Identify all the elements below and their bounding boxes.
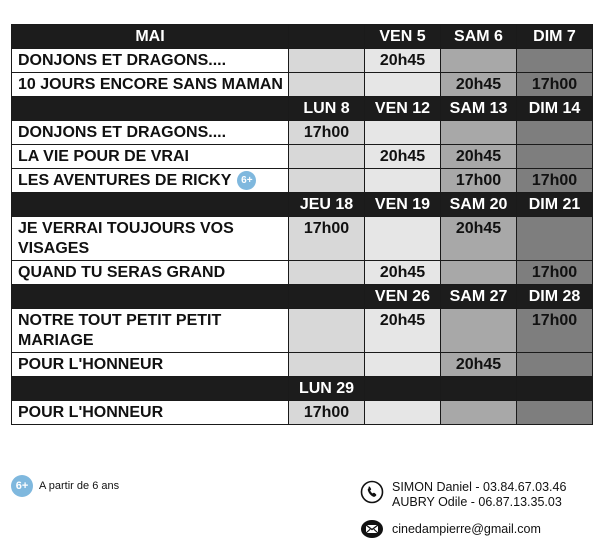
showtime: 20h45 [441,145,517,169]
week-header-row [12,193,593,217]
day-header: SAM 6 [441,25,517,49]
film-title: JE VERRAI TOUJOURS VOS VISAGES [12,217,289,261]
film-row [12,353,593,377]
film-title: POUR L'HONNEUR [12,353,289,377]
film-row [12,49,593,73]
showtime [365,169,441,193]
month-label [12,97,289,121]
month-label: MAI [12,25,289,49]
day-header [517,377,593,401]
showtime [517,145,593,169]
film-title: DONJONS ET DRAGONS.... [12,49,289,73]
showtime [289,261,365,285]
showtime [289,145,365,169]
week-header-row [12,25,593,49]
day-header: SAM 20 [441,193,517,217]
day-header: LUN 8 [289,97,365,121]
phone-contacts [360,480,566,510]
email-address: cinedampierre@gmail.com [392,521,541,536]
showtime: 17h00 [517,309,593,353]
day-header [441,377,517,401]
film-row [12,169,593,193]
film-title: 10 JOURS ENCORE SANS MAMAN [12,73,289,97]
age-rating-badge: 6+ [237,171,256,190]
showtime: 20h45 [441,73,517,97]
day-header: DIM 14 [517,97,593,121]
schedule-table [11,24,593,425]
showtime [289,73,365,97]
showtime: 17h00 [517,169,593,193]
showtime [517,49,593,73]
showtime [365,121,441,145]
month-label [12,285,289,309]
showtime [289,309,365,353]
week-header-row [12,285,593,309]
envelope-icon [360,517,384,541]
showtime: 17h00 [517,261,593,285]
legend-text: A partir de 6 ans [39,480,120,492]
age-rating-badge: 6+ [11,475,33,497]
day-header [289,285,365,309]
day-header [365,377,441,401]
showtime [441,309,517,353]
showtime: 17h00 [289,401,365,425]
showtime: 20h45 [365,145,441,169]
film-title: LA VIE POUR DE VRAI [12,145,289,169]
age-legend [11,475,119,497]
phone-lines [392,480,566,510]
film-row [12,73,593,97]
film-row [12,401,593,425]
showtime [365,217,441,261]
phone-line: AUBRY Odile - 06.87.13.35.03 [392,495,562,509]
showtime: 20h45 [441,217,517,261]
showtime: 17h00 [517,73,593,97]
showtime [365,73,441,97]
showtime [441,121,517,145]
phone-icon [360,480,384,504]
film-title: LES AVENTURES DE RICKY [18,172,232,189]
showtime [517,353,593,377]
day-header: DIM 7 [517,25,593,49]
week-header-row [12,97,593,121]
showtime: 17h00 [441,169,517,193]
email-contact [360,517,566,541]
showtime [289,49,365,73]
month-label [12,193,289,217]
film-row [12,121,593,145]
showtime: 20h45 [365,49,441,73]
phone-line: SIMON Daniel - 03.84.67.03.46 [392,480,567,494]
film-row [12,145,593,169]
film-title: DONJONS ET DRAGONS.... [12,121,289,145]
day-header: DIM 28 [517,285,593,309]
showtime: 20h45 [365,261,441,285]
contact-block [360,480,566,541]
showtime: 17h00 [289,217,365,261]
day-header: JEU 18 [289,193,365,217]
month-label [12,377,289,401]
day-header: LUN 29 [289,377,365,401]
day-header: VEN 5 [365,25,441,49]
showtime [517,121,593,145]
showtime [441,49,517,73]
showtime [365,353,441,377]
showtime [517,401,593,425]
film-title: QUAND TU SERAS GRAND [12,261,289,285]
day-header: DIM 21 [517,193,593,217]
showtime: 20h45 [441,353,517,377]
showtime [517,217,593,261]
day-header: SAM 27 [441,285,517,309]
film-row [12,309,593,353]
day-header: VEN 19 [365,193,441,217]
day-header: VEN 26 [365,285,441,309]
day-header: SAM 13 [441,97,517,121]
week-header-row [12,377,593,401]
showtime: 20h45 [365,309,441,353]
showtime: 17h00 [289,121,365,145]
showtime [289,353,365,377]
showtime [289,169,365,193]
film-title-cell [12,169,289,193]
day-header [289,25,365,49]
film-title: NOTRE TOUT PETIT PETIT MARIAGE [12,309,289,353]
showtime [441,401,517,425]
film-title: POUR L'HONNEUR [12,401,289,425]
film-row [12,217,593,261]
showtime [365,401,441,425]
film-row [12,261,593,285]
showtime [441,261,517,285]
day-header: VEN 12 [365,97,441,121]
